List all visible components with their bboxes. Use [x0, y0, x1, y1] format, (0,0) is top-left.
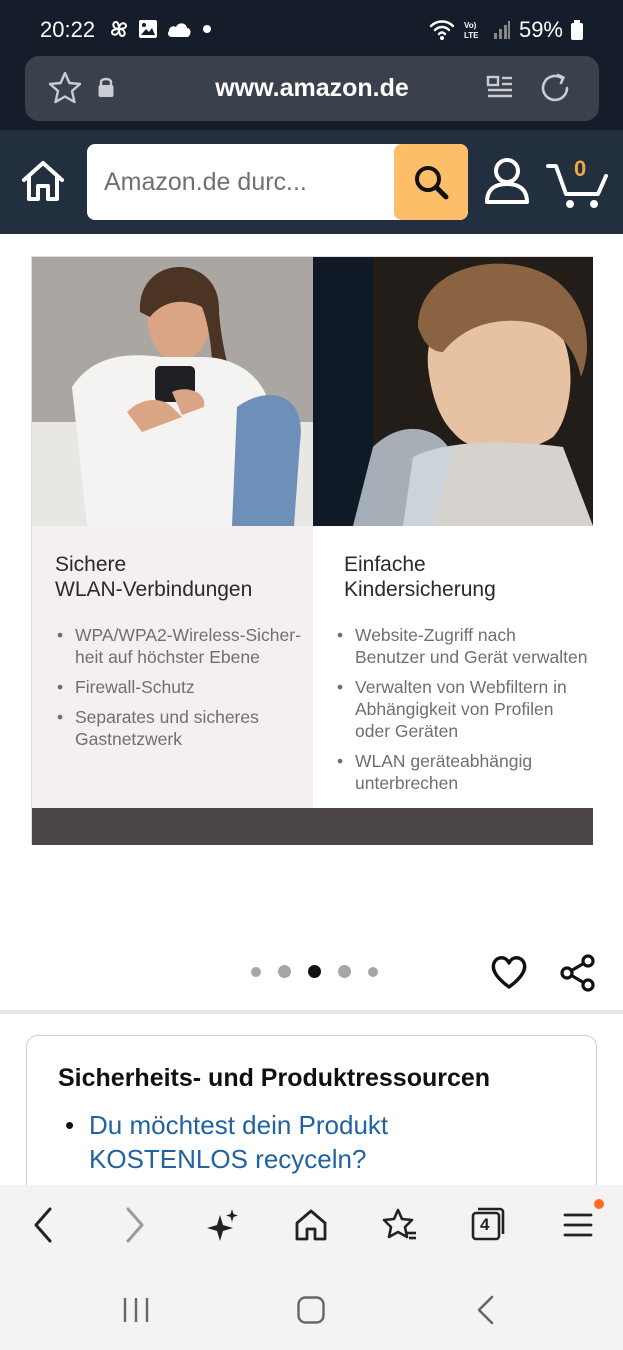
carousel-dots [251, 965, 395, 978]
menu-notification-dot [594, 1199, 604, 1209]
feature-item: • Website-Zugriff nach Benutzer und Gerät verwalten [337, 624, 588, 668]
carousel-dot[interactable] [278, 965, 291, 978]
panel-title: Sichere WLAN-Verbindungen [55, 553, 253, 601]
cart-button[interactable] [546, 154, 608, 212]
feature-panel-secure-wlan [32, 526, 313, 808]
menu-icon[interactable] [562, 1205, 594, 1245]
amazon-header [0, 130, 623, 234]
browser-url-area [0, 56, 623, 130]
search-input[interactable] [87, 144, 393, 220]
signal-icon [493, 20, 511, 40]
feature-item: • WLAN geräteabhängig unterbrechen [337, 750, 588, 794]
carousel-dot[interactable] [368, 967, 378, 977]
status-notification-icons [108, 18, 214, 40]
feature-item: • Separates und sicheres Gastnetzwerk [57, 706, 301, 750]
nav-home-icon[interactable] [296, 1295, 326, 1325]
back-icon[interactable] [30, 1205, 56, 1245]
battery-icon [571, 20, 583, 40]
photo-child-with-tablet [313, 257, 593, 526]
product-image[interactable] [31, 256, 593, 845]
svg-text:Vo): Vo) [463, 21, 477, 30]
dot-icon [200, 22, 214, 36]
search-box [87, 144, 468, 220]
status-time: 20:22 [40, 17, 96, 42]
account-icon[interactable] [484, 156, 530, 206]
panel-title: Einfache Kindersicherung [344, 553, 496, 601]
home-icon[interactable] [294, 1205, 328, 1245]
android-navigation-bar [0, 1267, 623, 1350]
tab-count: 4 [480, 1215, 490, 1234]
url-bar[interactable] [25, 56, 599, 121]
carousel-dot[interactable] [338, 965, 351, 978]
feature-item: • Verwalten von Webfiltern in Abhängigkeit von Profilen oder Geräten [337, 676, 588, 742]
volte-icon [463, 19, 485, 41]
pinwheel-icon [108, 18, 130, 40]
status-bar [0, 0, 623, 56]
search-icon [411, 162, 451, 202]
status-right [429, 17, 583, 43]
tabs-button[interactable] [470, 1205, 506, 1245]
browser-toolbar [0, 1185, 623, 1267]
share-icon[interactable] [559, 954, 597, 992]
heart-icon[interactable] [490, 954, 528, 990]
feature-list [57, 624, 301, 758]
section-divider [0, 1010, 623, 1014]
feature-item: • WPA/WPA2-Wireless-Sicher- heit auf höchster Ebene [57, 624, 301, 668]
battery-percent: 59% [518, 17, 563, 42]
url-text[interactable]: www.amazon.de [215, 74, 409, 102]
cart-count: 0 [574, 156, 587, 181]
search-button[interactable] [394, 144, 468, 220]
nav-back-icon[interactable] [474, 1295, 498, 1325]
gallery-icon [138, 19, 158, 39]
carousel-dot[interactable] [251, 967, 261, 977]
recycle-link[interactable]: • Du möchtest dein Produkt KOSTENLOS recyceln? [65, 1108, 388, 1176]
amazon-home-icon[interactable] [20, 158, 66, 204]
forward-icon[interactable] [122, 1205, 148, 1245]
feature-item: • Firewall-Schutz [57, 676, 301, 698]
recents-icon[interactable] [122, 1295, 152, 1325]
feature-list [337, 624, 588, 802]
resources-list [65, 1108, 388, 1176]
carousel-dot-active[interactable] [308, 965, 321, 978]
reader-mode-icon[interactable] [485, 73, 515, 103]
resources-title: Sicherheits- und Produktressourcen [58, 1064, 491, 1092]
svg-text:LTE: LTE [463, 31, 479, 40]
bookmark-star-icon[interactable] [382, 1205, 418, 1245]
feature-panel-parental-control [313, 526, 593, 808]
sparkle-icon[interactable] [206, 1205, 240, 1245]
cloud-icon [166, 20, 192, 38]
reload-icon[interactable] [537, 70, 573, 106]
image-footer-bar [32, 808, 593, 845]
wifi-icon [429, 19, 455, 41]
photo-woman-with-phone [32, 257, 313, 526]
